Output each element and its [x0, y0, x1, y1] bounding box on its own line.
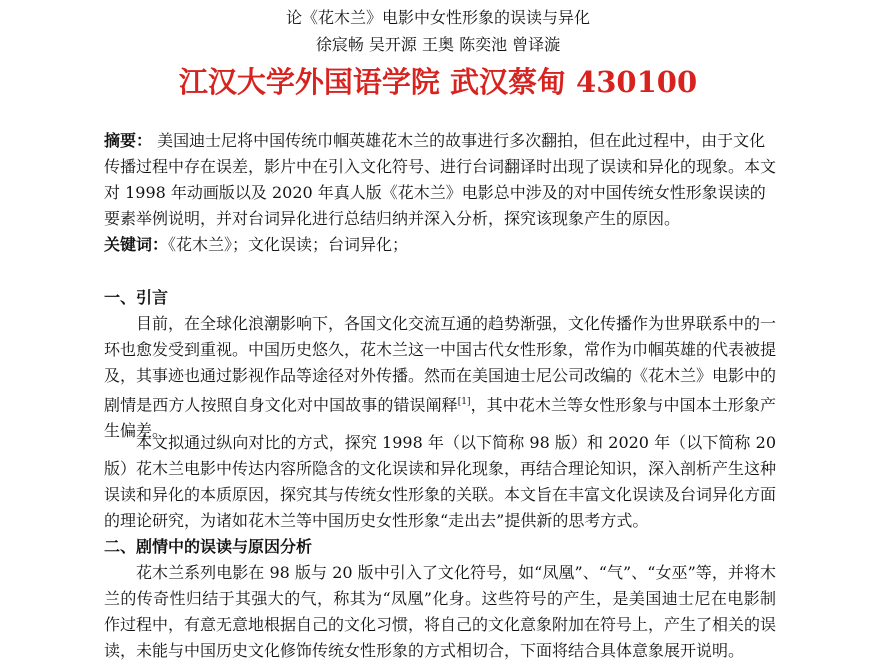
paper-title: 论《花木兰》电影中女性形象的误读与异化	[285, 8, 590, 27]
citation-ref: [1]	[457, 397, 471, 407]
abstract	[104, 128, 776, 232]
intro-paragraph-1-text-a: 目前，在全球化浪潮影响下，各国文化交流互通的趋势渐强，文化传播作为世界联系中的一环也愈发受到重视。中国历史悠久，花木兰这一中国古代女性形象，常作为巾帼英雄的代表被提及，其事迹也通过影视作品等途径对外传播。然而在美国迪士尼公司改编的《花木兰》电影中的剧情是西方人按照自身文化对中国故事的错误阐释	[104, 314, 777, 415]
analysis-paragraph-1: 花木兰系列电影在 98 版与 20 版中引入了文化符号，如“凤凰”、“气”、“女巫”等，并将木兰的传奇性归结于其强大的气，称其为“凤凰”化身。这些符号的产生，是美国迪士尼在电影制作过程中，有意无意地根据自己的文化习惯，将自己的文化意象附加在符号上，产生了相关的误读，未能与中国历史文化修饰传统女性形象的方式相切合，下面将结合具体意象展开说明。	[104, 563, 777, 660]
intro-paragraph-1	[104, 311, 776, 444]
intro-paragraph-1-text-b: ，其中花木兰等女性形象与中国本土形象产生偏差。	[104, 395, 776, 441]
keywords-text: 《花木兰》；文化误读；台词异化；	[168, 235, 409, 254]
intro-paragraph-2: 本文拟通过纵向对比的方式，探究 1998 年（以下简称 98 版）和 2020 年（以下简称 20 版）花木兰电影中传达内容所隐含的文化误读和异化现象，再结合理论知识，深入剖析产生这种误读和异化的本质原因，探究其与传统女性形象的关联。本文旨在丰富文化误读及台词异化方面的理论研究，为诸如花木兰等中国历史女性形象“走出去”提供新的思考方式。	[104, 433, 777, 530]
keywords	[104, 232, 776, 258]
section-heading-intro: 一、引言	[104, 288, 169, 307]
affiliation: 江汉大学外国语学院 武汉蔡甸 430100	[178, 65, 698, 99]
abstract-label: 摘要：	[104, 131, 153, 150]
author-list: 徐宸畅 吴开源 王奥 陈奕池 曾译漩	[315, 35, 561, 54]
keywords-label: 关键词：	[104, 235, 169, 254]
abstract-text: 美国迪士尼将中国传统巾帼英雄花木兰的故事进行多次翻拍，但在此过程中，由于文化传播过程中存在误差，影片中在引入文化符号、进行台词翻译时出现了误读和异化的现象。本文对 1998 年动画版以及 2020 年真人版《花木兰》电影总中涉及的对中国传统女性形象误读的要素举例说明，并对台词异化进行总结归纳并深入分析，探究该现象产生的原因。	[104, 131, 777, 228]
section-heading-analysis: 二、剧情中的误读与原因分析	[104, 537, 313, 556]
